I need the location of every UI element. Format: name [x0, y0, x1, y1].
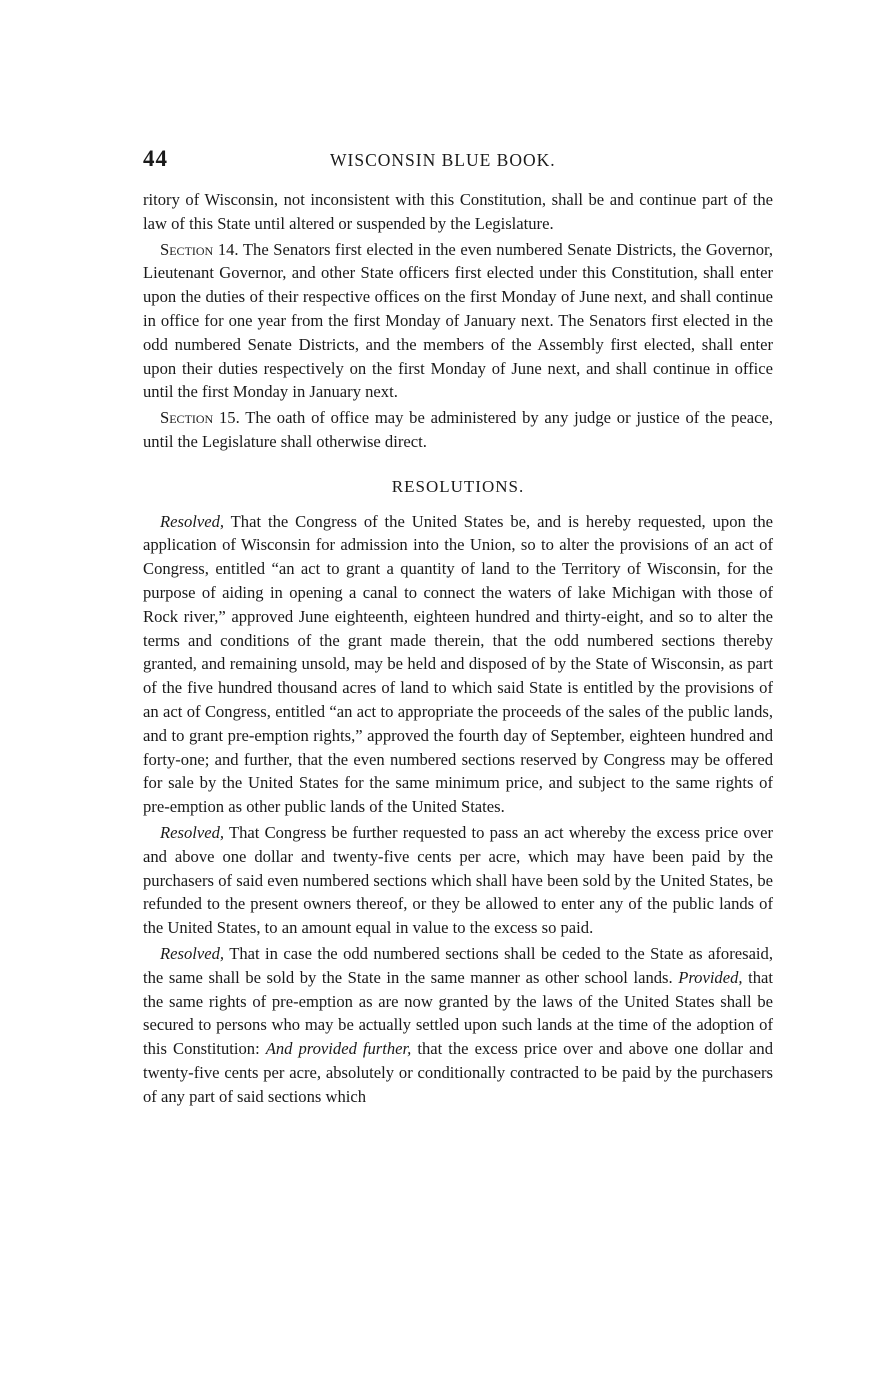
resolution-2-text: That Congress be further requested to pass an act whereby the excess price over and above one dollar and twenty-five cents per acre, which may have been paid by the purchasers of said even numbered sections which shall have been sold by the United States, be refunded to the present owners thereof, or they be allowed to enter any of the public lands of the United States, to an amount equal in value to the excess so paid.: [143, 822, 773, 938]
resolution-3-lead: Resolved,: [160, 943, 225, 963]
resolution-1: [143, 510, 773, 819]
resolution-3: [143, 942, 773, 1109]
page-body: [143, 188, 773, 1108]
resolution-3-text-c: that the excess price over and above one dollar and twenty-five cents per acre, absolutely or conditionally contracted to be paid by the purchasers of any part of said sections which: [143, 1039, 773, 1106]
section-15-text: The oath of office may be administered by any judge or justice of the peace, until the Legislature shall otherwise direct.: [143, 408, 773, 451]
section-15-paragraph: [143, 406, 773, 454]
resolution-3-text-a: That in case the odd numbered sections shall be ceded to the State as aforesaid, the same shall be sold by the State in the same manner as other school lands.: [143, 943, 773, 987]
resolution-2: [143, 821, 773, 940]
resolution-3-provided-further: And provided further,: [265, 1039, 412, 1059]
paragraph-continuation: ritory of Wisconsin, not inconsistent with this Constitution, shall be and continue part of the law of this State until altered or suspended by the Legislature.: [143, 190, 773, 233]
resolution-3-text-b: that the same rights of pre-emption as are now granted by the laws of the United States shall be secured to persons who may be actually settled upon such lands at the time of the adoption of this Constitution:: [143, 967, 773, 1059]
page-header: [143, 146, 773, 174]
resolution-3-provided: Provided,: [678, 967, 743, 987]
resolution-1-lead: Resolved,: [160, 511, 225, 531]
section-14-text: The Senators first elected in the even numbered Senate Districts, the Governor, Lieutenant Governor, and other State officers first elected under this Constitution, shall enter upon the duties of their respective offices on the first Monday of June next, and shall continue in office for one year from the first Monday of January next. The Senators first elected in the odd numbered Senate Districts, and the members of the Assembly first elected, shall enter upon their duties respectively on the first Monday of June next, and shall continue in office until the first Monday in January next.: [143, 239, 773, 402]
resolution-1-text: That the Congress of the United States be, and is hereby requested, upon the application of Wisconsin for admission into the Union, so to alter the provisions of an act of Congress, entitled “an act to grant a quantity of land to the Territory of Wisconsin, for the purpose of aiding in opening a canal to connect the waters of lake Michigan with those of Rock river,” approved June eighteenth, eighteen hundred and thirty-eight, and so to alter the terms and conditions of the grant made therein, that the odd numbered sections thereby granted, and remaining unsold, may be held and disposed of by the State of Wisconsin, as part of the five hundred thousand acres of land to which said State is entitled by the provisions of an act of Congress, entitled “an act to appropriate the proceeds of the sales of the public lands, and to grant pre-emption rights,” approved the fourth day of September, eighteen hundred and forty-one; and further, that the even numbered sections reserved by Congress may be offered for sale by the United States for the same minimum price, and subject to the same rights of pre-emption as other public lands of the United States.: [143, 511, 773, 817]
section-14-label: Section 14.: [160, 239, 239, 259]
section-14-paragraph: [143, 238, 773, 405]
resolutions-heading: RESOLUTIONS.: [391, 476, 525, 496]
resolution-2-lead: Resolved,: [160, 822, 225, 842]
section-15-label: Section 15.: [160, 408, 240, 428]
page-number: 44: [143, 146, 168, 171]
running-title: WISCONSIN BLUE BOOK.: [330, 150, 556, 170]
